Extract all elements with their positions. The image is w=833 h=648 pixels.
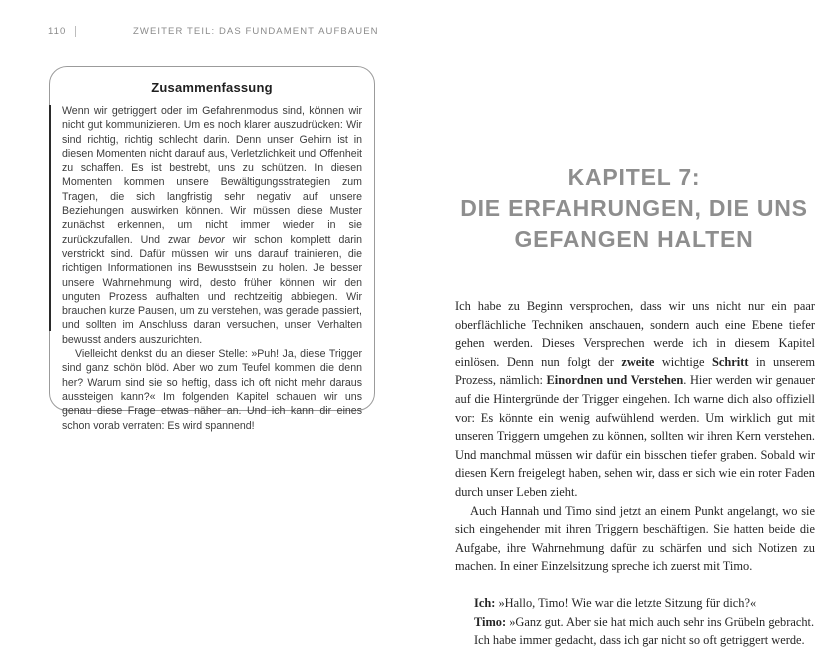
text-segment: in unserem Prozess, nämlich:	[455, 354, 815, 388]
text-segment: bevor	[198, 233, 225, 246]
summary-paragraph	[62, 347, 362, 433]
text-segment: Timo:	[474, 614, 507, 629]
text-segment: »Hallo, Timo! Wie war die letzte Sitzung für dich?«	[495, 595, 757, 610]
text-segment: »Ganz gut. Aber sie hat mich auch sehr ins Grübeln gebracht. Ich habe immer gedacht, dass ich gar nicht so oft getriggert werde.	[474, 614, 815, 648]
text-segment: Schritt	[711, 354, 749, 369]
dialog-block	[474, 594, 815, 648]
dialog-line	[474, 594, 815, 613]
text-segment: zweite	[621, 354, 655, 369]
box-left-accent	[49, 105, 51, 331]
chapter-body	[455, 297, 815, 648]
page-number: 110	[48, 26, 67, 37]
text-segment: wichtige	[654, 354, 712, 369]
text-segment: wir schon komplett darin verstrickt sind. Dafür müssen wir uns darauf trainieren, die richtigen Informationen ins Bewusstsein zu holen. Je besser unsere Wahrnehmung wird, desto früher können wir den unguten Prozess aufhalten und rechtzeitig abbiegen. Wir brauchen kurze Pausen, um zu verstehen, was gerade passiert, und sollten im Anschluss daran versuchen, unser Verhalten bewusst anders auszurichten.	[62, 233, 362, 346]
chapter-heading-line: KAPITEL 7:	[567, 164, 701, 190]
text-segment: Auch Hannah und Timo sind jetzt an einem Punkt angelangt, wo sie sich eingehender mit ihren Triggern beschäftigen. Sie hatten beide die Aufgabe, ihre Wahrnehmung dafür zu schärfen und sich Notizen zu machen. In einer Einzelsitzung spreche ich zuerst mit Timo.	[455, 503, 815, 574]
text-segment: Einordnen und Verstehen	[546, 373, 684, 388]
summary-box-title: Zusammenfassung	[151, 80, 273, 95]
text-segment: Wenn wir getriggert oder im Gefahrenmodus sind, können wir nicht gut kommunizieren. Um es noch klarer auszudrücken: Wir sind richtig, richtig schlecht darin. Denn unser Gehirn ist in diesen Momenten nicht darauf aus, Verletzlichkeit und Offenheit zu schaffen. Es ist bestrebt, uns zu schützen. In diesen Momenten kommen unsere Bewältigungsstrategien zum Tragen, die sich langfristig sehr negativ auf unsere Beziehungen auswirken können. Wir müssen diese Muster zunächst erkennen, um nicht immer wieder in sie zurückzufallen. Und zwar	[62, 105, 362, 246]
chapter-heading-line: DIE ERFAHRUNGEN, DIE UNS	[460, 195, 808, 221]
dialog-line	[474, 613, 815, 648]
chapter-heading	[443, 162, 825, 255]
body-paragraph	[455, 297, 815, 502]
text-segment: Ich habe zu Beginn versprochen, dass wir uns nicht nur ein paar oberflächliche Techniken anschauen, sondern auch eine Ebene tiefer gehen werden. Dieses Versprechen werde ich in diesem Kapitel einlösen. Denn nun folgt der	[455, 299, 815, 369]
header-divider	[75, 26, 76, 37]
body-paragraph	[455, 502, 815, 576]
summary-paragraph	[62, 104, 362, 347]
running-header-title: ZWEITER TEIL: DAS FUNDAMENT AUFBAUEN	[133, 26, 379, 37]
running-header	[48, 26, 379, 37]
text-segment: Vielleicht denkst du an dieser Stelle: »Puh! Ja, diese Trigger sind ganz schön blöd. Aber wo zum Teufel kommen die denn her? Warum sind sie so heftig, dass ich oft nicht mehr daraus aussteigen kann?« Im folgenden Kapitel schauen wir uns genau diese Frage etwas näher an. Und ich kann dir eines schon vorab verraten: Es wird spannend!	[62, 348, 362, 432]
text-segment: Ich:	[474, 595, 496, 610]
text-segment: . Hier werden wir genauer auf die Hintergründe der Trigger eingehen. Ich warne dich also offiziell vor: Es könnte ein wenig aufwühlend werden. Um wirklich gut mit unseren Triggern umgehen zu können, sollten wir ihren Kern verstehen. Und manchmal müssen wir dafür ein bisschen tiefer graben. Sobald wir diesen Kern freigelegt haben, sehen wir, dass er sich wie ein roter Faden durch unser Leben zieht.	[455, 373, 815, 499]
chapter-heading-line: GEFANGEN HALTEN	[514, 226, 754, 252]
summary-box	[49, 66, 375, 432]
